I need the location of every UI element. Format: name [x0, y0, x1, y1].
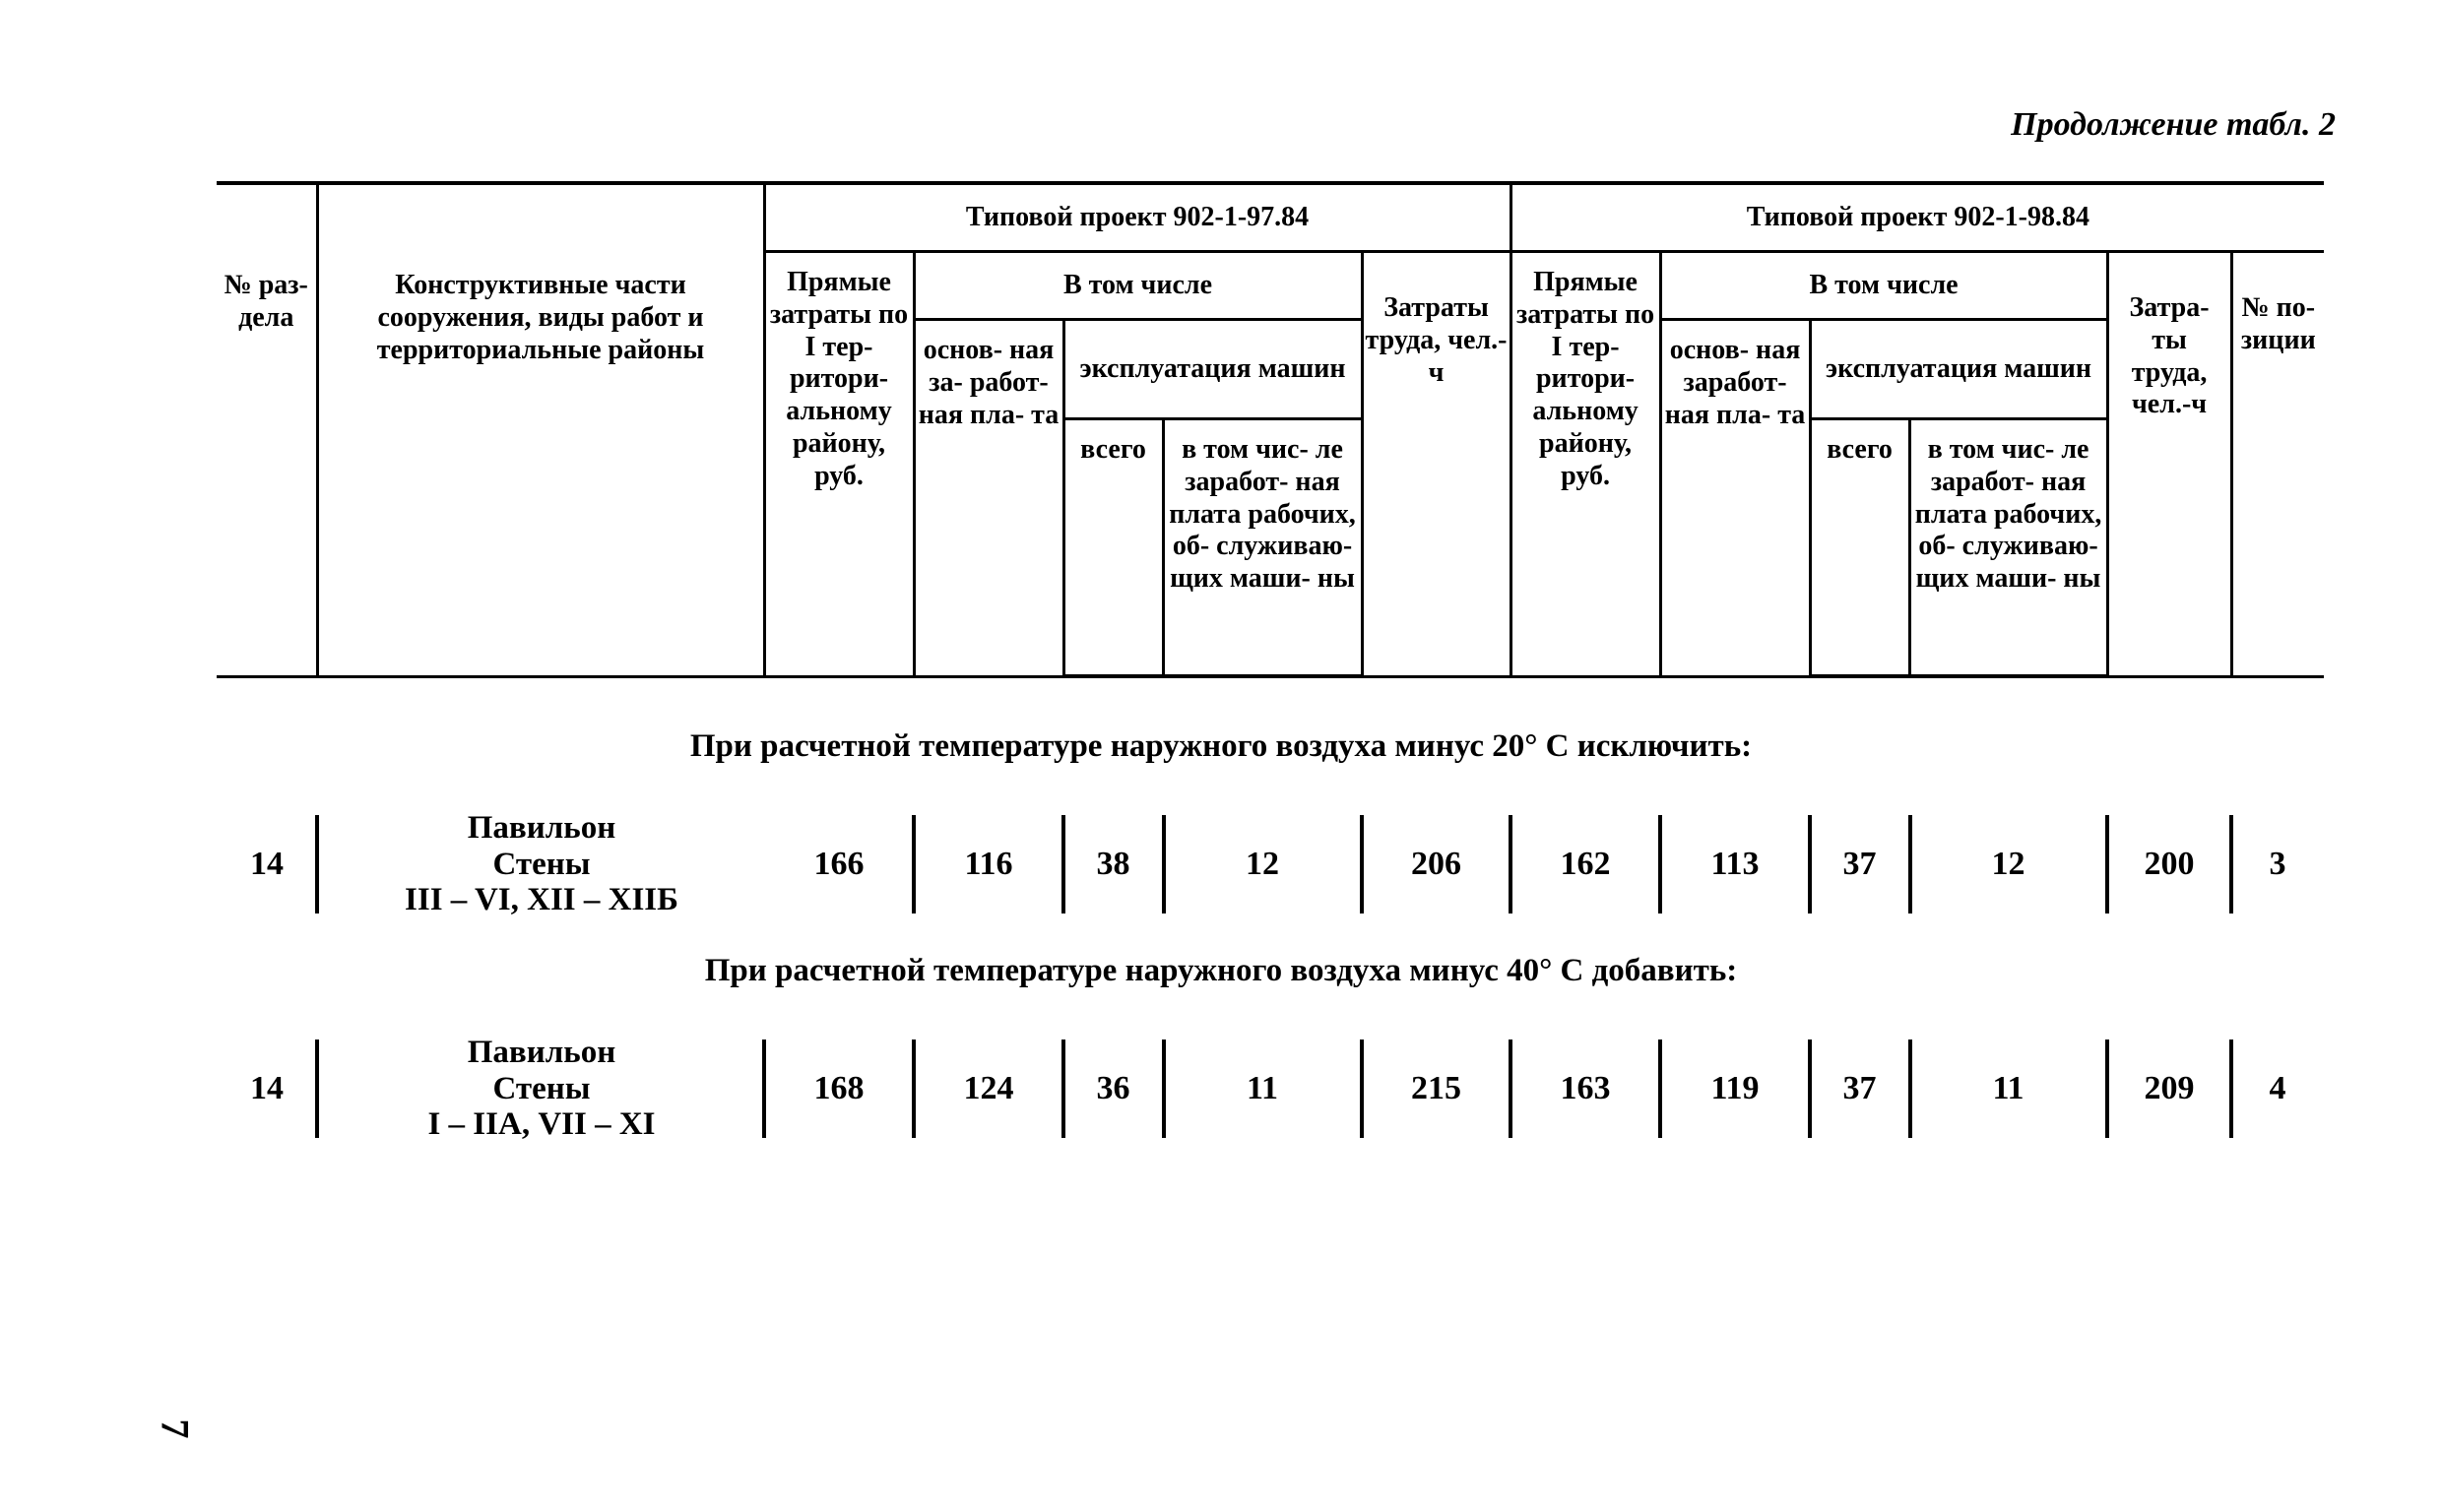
header-incl-1: В том числе — [914, 252, 1362, 320]
section-no-cell: 14 — [250, 846, 284, 882]
value-cell: 124 — [963, 1070, 1014, 1106]
value-cell: 11 — [1992, 1070, 2024, 1106]
table-header — [217, 181, 2324, 678]
value-cell: 168 — [813, 1070, 865, 1106]
position-no-cell: 4 — [2269, 1070, 2286, 1106]
desc-line: I – IIА, VII – XI — [427, 1106, 656, 1143]
position-no-cell: 3 — [2269, 846, 2286, 882]
value-cell: 12 — [1991, 846, 2025, 882]
header-direct-costs-1: Прямые затраты по I тер- ритори- альному району, руб. — [764, 252, 914, 677]
value-cell: 119 — [1710, 1070, 1760, 1106]
header-machines-2: эксплуатация машин — [1810, 320, 2107, 419]
value-cell: 113 — [1710, 846, 1760, 882]
value-cell: 162 — [1560, 846, 1611, 882]
header-base-wage-2: основ- ная заработ- ная пла- та — [1660, 320, 1810, 677]
header-total-2: всего — [1810, 419, 1909, 677]
header-direct-costs-2: Прямые затраты по I тер- ритори- альному району, руб. — [1510, 252, 1660, 677]
value-cell: 116 — [964, 846, 1013, 882]
header-incl-wage-2: в том чис- ле заработ- ная плата рабочих, об- служиваю- щих маши- ны — [1909, 419, 2107, 677]
header-incl-2: В том числе — [1660, 252, 2107, 320]
header-total-1: всего — [1063, 419, 1163, 677]
value-cell: 11 — [1246, 1070, 1279, 1106]
header-project-2: Типовой проект 902-1-98.84 — [1510, 183, 2324, 252]
desc-line: Стены — [492, 846, 591, 882]
value-cell: 12 — [1246, 846, 1279, 882]
value-cell: 163 — [1560, 1070, 1611, 1106]
value-cell: 215 — [1411, 1070, 1461, 1106]
header-parts: Конструктивные части сооружения, виды работ и территориальные районы — [317, 183, 764, 676]
header-section-no: № раз- дела — [217, 183, 317, 676]
value-cell: 36 — [1096, 1070, 1130, 1106]
table-row — [217, 1034, 2324, 1144]
value-cell: 38 — [1096, 846, 1130, 882]
value-cell: 200 — [2144, 846, 2195, 882]
header-position-no: № по- зиции — [2231, 252, 2324, 677]
header-labor-1: Затраты труда, чел.-ч — [1362, 252, 1510, 677]
section-no-cell: 14 — [250, 1070, 284, 1106]
desc-line: III – VI, XII – XIIБ — [405, 882, 678, 918]
header-incl-wage-1: в том чис- ле заработ- ная плата рабочих, об- служиваю- щих маши- ны — [1163, 419, 1362, 677]
value-cell: 209 — [2144, 1070, 2195, 1106]
value-cell: 166 — [813, 846, 865, 882]
value-cell: 37 — [1842, 1070, 1877, 1106]
desc-line: Павильон — [467, 1034, 616, 1070]
desc-line: Павильон — [467, 809, 616, 846]
header-machines-1: эксплуатация машин — [1063, 320, 1362, 419]
table-caption: Продолжение табл. 2 — [2011, 106, 2336, 143]
section-title-1: При расчетной температуре наружного воздуха минус 20° С исключить: — [689, 728, 1753, 764]
header-labor-2: Затра- ты труда, чел.-ч — [2107, 252, 2231, 677]
value-cell: 37 — [1842, 846, 1877, 882]
description-cell — [319, 1034, 764, 1144]
table-row — [217, 809, 2324, 919]
section-title-2: При расчетной температуре наружного воздуха минус 40° С добавить: — [704, 953, 1738, 988]
value-cell: 206 — [1411, 846, 1461, 882]
page-number: 7 — [153, 1418, 198, 1439]
desc-line: Стены — [492, 1070, 591, 1106]
header-base-wage-1: основ- ная за- работ- ная пла- та — [914, 320, 1063, 677]
description-cell — [319, 809, 764, 919]
header-project-1: Типовой проект 902-1-97.84 — [764, 183, 1510, 252]
